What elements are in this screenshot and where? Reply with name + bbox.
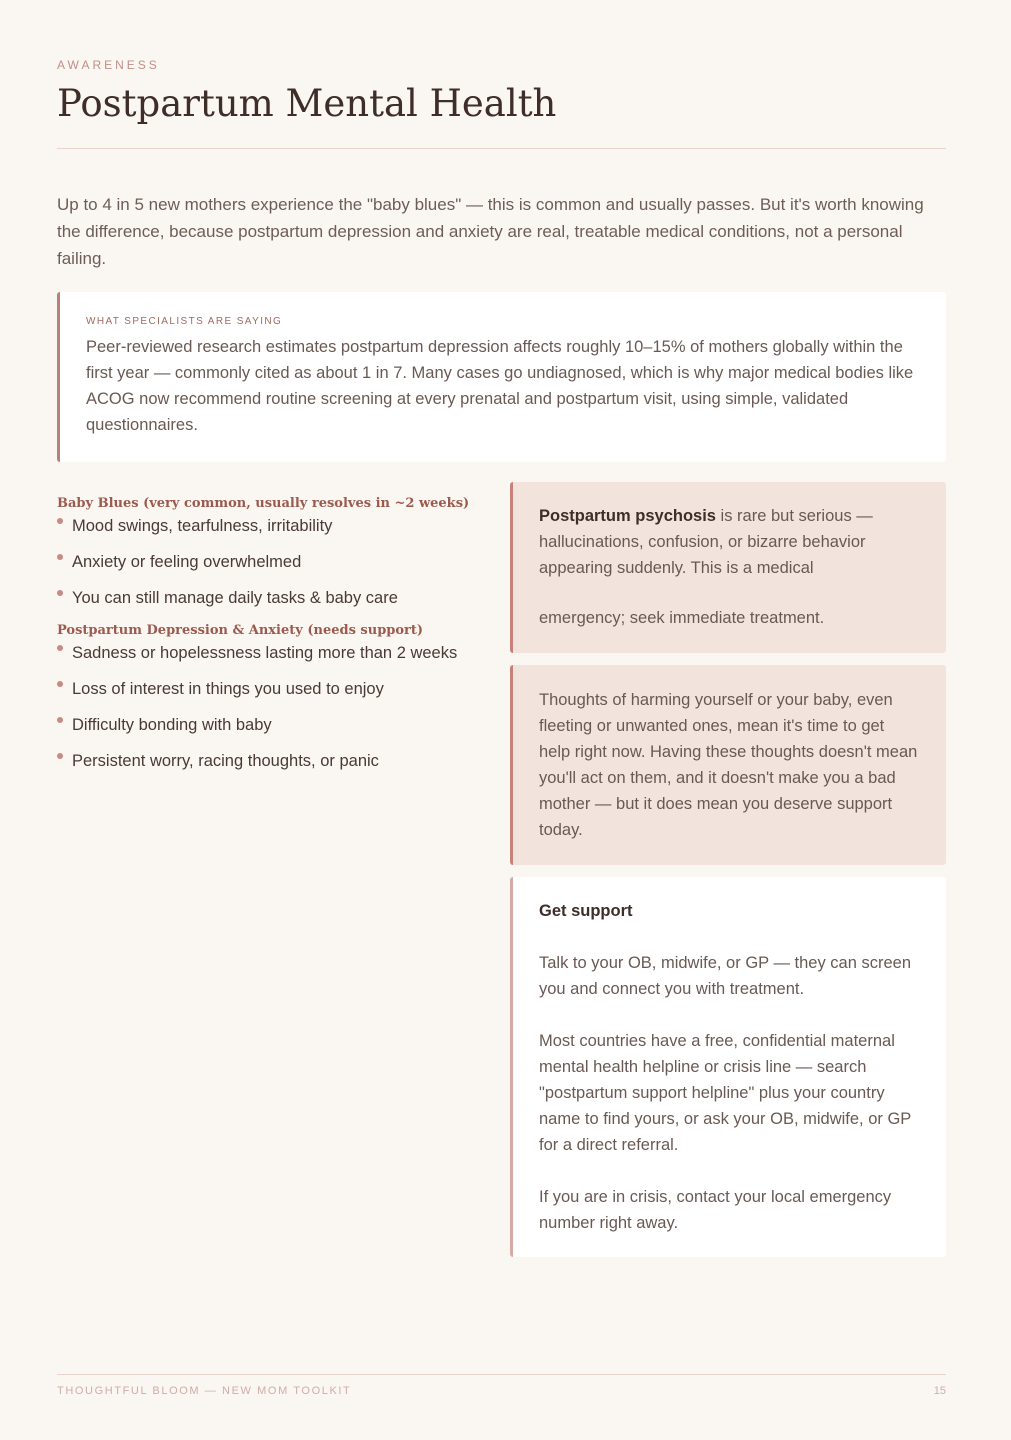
harm-thoughts-text: Thoughts of harming yourself or your baby, even fleeting or unwanted ones, mean it's time to get help right now. Having these thoughts doesn't mean you'll act on them, and it doesn't make you a bad mother — but it does mean you deserve support today. xyxy=(539,691,918,839)
bullet-icon xyxy=(57,518,63,524)
bullet-icon xyxy=(57,681,63,687)
footer-divider xyxy=(57,1374,946,1375)
bullet-icon xyxy=(57,590,63,596)
ppd-list xyxy=(57,642,497,772)
ppd-heading: Postpartum Depression & Anxiety (needs support) xyxy=(57,623,424,638)
psychosis-continuation: emergency; seek immediate treatment. xyxy=(539,609,825,627)
list-item: You can still manage daily tasks & baby care xyxy=(57,587,497,609)
list-item: Persistent worry, racing thoughts, or panic xyxy=(57,750,497,772)
intro-paragraph: Up to 4 in 5 new mothers experience the "baby blues" — this is common and usually passes. But it's worth knowing the difference, because postpartum depression and anxiety are real, treatable medical conditions, not a personal failing. xyxy=(57,195,924,268)
title-divider xyxy=(57,148,946,149)
get-support-card xyxy=(510,877,946,1257)
psychosis-text: Postpartum psychosis is rare but serious — hallucinations, confusion, or bizarre behavior appearing suddenly. This is a medical xyxy=(539,507,873,577)
list-item: Loss of interest in things you used to enjoy xyxy=(57,678,497,700)
psychosis-warning-card xyxy=(510,482,946,653)
support-paragraph: Talk to your OB, midwife, or GP — they can screen you and connect you with treatment. xyxy=(539,954,912,998)
list-item: Difficulty bonding with baby xyxy=(57,714,497,736)
harm-thoughts-card xyxy=(510,665,946,865)
psychosis-bold: Postpartum psychosis xyxy=(539,507,716,525)
specialist-body: Peer-reviewed research estimates postpartum depression affects roughly 10–15% of mothers globally within the first year — commonly cited as about 1 in 7. Many cases go undiagnosed, which is why major medical bodies like ACOG now recommend routine screening at every prenatal and postpartum visit, using simple, validated questionnaires. xyxy=(86,338,914,434)
bullet-icon xyxy=(57,554,63,560)
support-paragraph: If you are in crisis, contact your local emergency number right away. xyxy=(539,1188,892,1232)
page-title: Postpartum Mental Health xyxy=(57,82,557,125)
specialist-callout xyxy=(57,292,946,462)
footer-brand: THOUGHTFUL BLOOM — NEW MOM TOOLKIT xyxy=(57,1385,352,1397)
bullet-icon xyxy=(57,717,63,723)
bullet-icon xyxy=(57,645,63,651)
symptom-lists xyxy=(57,496,497,786)
list-item: Sadness or hopelessness lasting more than 2 weeks xyxy=(57,642,497,664)
baby-blues-heading: Baby Blues (very common, usually resolves in ~2 weeks) xyxy=(57,496,470,511)
specialist-kicker: WHAT SPECIALISTS ARE SAYING xyxy=(86,316,283,327)
list-item: Mood swings, tearfulness, irritability xyxy=(57,515,497,537)
support-heading: Get support xyxy=(539,902,633,920)
page-number: 15 xyxy=(933,1385,946,1397)
bullet-icon xyxy=(57,753,63,759)
support-paragraph: Most countries have a free, confidential maternal mental health helpline or crisis line — search "postpartum support helpline" plus your country name to find yours, or ask your OB, midwife, or GP for a direct referral. xyxy=(539,1032,912,1154)
baby-blues-list xyxy=(57,515,497,609)
list-item: Anxiety or feeling overwhelmed xyxy=(57,551,497,573)
section-eyebrow: AWARENESS xyxy=(57,58,160,72)
